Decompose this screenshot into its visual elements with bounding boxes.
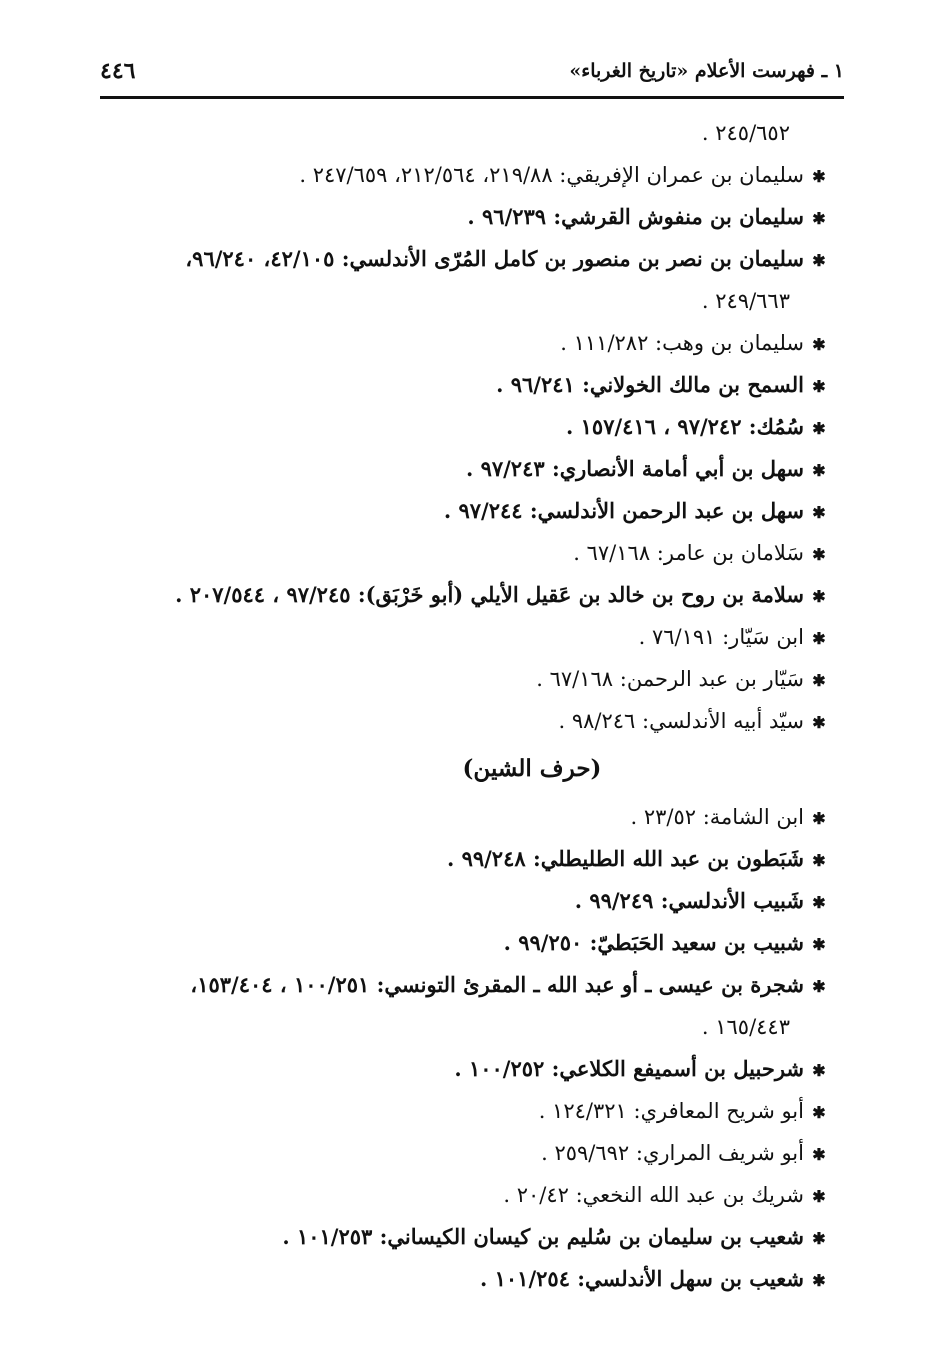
index-entry-text: شعيب بن سهل الأندلسي: ١٠١/٢٥٤ . xyxy=(480,1266,804,1291)
asterisk-bullet-icon: ✱ xyxy=(812,850,826,870)
index-entry-text: سهل بن أبي أمامة الأنصاري: ٩٧/٢٤٣ . xyxy=(465,456,804,481)
asterisk-bullet-icon: ✱ xyxy=(812,892,826,912)
asterisk-bullet-icon: ✱ xyxy=(812,544,826,564)
index-entry xyxy=(98,1048,826,1090)
index-entry-text: ابن سَيّار: ٧٦/١٩١ . xyxy=(638,625,804,649)
asterisk-bullet-icon: ✱ xyxy=(812,1186,826,1206)
index-entry xyxy=(98,1174,826,1216)
index-entry-text: ١٦٥/٤٤٣ . xyxy=(701,1015,790,1039)
index-entry-text: أبو شريف المراري: ٢٥٩/٦٩٢ . xyxy=(541,1141,804,1165)
index-entry xyxy=(98,838,826,880)
index-entry xyxy=(98,238,826,280)
section-heading: (حرف الشين) xyxy=(462,755,602,782)
index-entry xyxy=(98,964,826,1006)
index-entry-text: شَبيب الأندلسي: ٩٩/٢٤٩ . xyxy=(574,888,804,913)
index-entries xyxy=(98,112,826,1300)
asterisk-bullet-icon: ✱ xyxy=(812,166,826,186)
asterisk-bullet-icon: ✱ xyxy=(812,1060,826,1080)
asterisk-bullet-icon: ✱ xyxy=(812,208,826,228)
index-entry xyxy=(98,196,826,238)
index-entry-text: سَلامان بن عامر: ٦٧/١٦٨ . xyxy=(573,541,804,565)
index-entry xyxy=(98,406,826,448)
index-entry-text: سليمان بن نصر بن منصور بن كامل المُرّى الأندلسي: ٤٢/١٠٥، ٩٦/٢٤٠، xyxy=(185,246,804,271)
index-entry-text: شريك بن عبد الله النخعي: ٢٠/٤٢ . xyxy=(503,1183,804,1207)
asterisk-bullet-icon: ✱ xyxy=(812,460,826,480)
asterisk-bullet-icon: ✱ xyxy=(812,1270,826,1290)
index-entry xyxy=(98,1258,826,1300)
asterisk-bullet-icon: ✱ xyxy=(812,376,826,396)
index-entry-text: أبو شريح المعافري: ١٢٤/٣٢١ . xyxy=(538,1099,804,1123)
page-header xyxy=(100,56,844,99)
asterisk-bullet-icon: ✱ xyxy=(812,1144,826,1164)
index-entry xyxy=(98,1132,826,1174)
index-entry xyxy=(98,616,826,658)
index-entry-text: سلامة بن روح بن خالد بن عَقيل الأيلي (أبو خَرْبَق): ٩٧/٢٤٥ ، ٢٠٧/٥٤٤ . xyxy=(175,582,804,607)
asterisk-bullet-icon: ✱ xyxy=(812,586,826,606)
asterisk-bullet-icon: ✱ xyxy=(812,808,826,828)
index-entry xyxy=(98,154,826,196)
index-entry-text: شرحبيل بن أسميفع الكلاعي: ١٠٠/٢٥٢ . xyxy=(454,1056,804,1081)
index-entry xyxy=(98,364,826,406)
index-entry-text: ٢٤٩/٦٦٣ . xyxy=(701,289,790,313)
index-entry xyxy=(98,490,826,532)
index-entry-text: سهل بن عبد الرحمن الأندلسي: ٩٧/٢٤٤ . xyxy=(443,498,804,523)
index-entry xyxy=(98,532,826,574)
index-entry-text: سليمان بن وهب: ١١١/٢٨٢ . xyxy=(560,331,804,355)
index-entry-continuation xyxy=(98,112,826,154)
index-entry-text: سيّد أبيه الأندلسي: ٩٨/٢٤٦ . xyxy=(558,709,804,733)
index-entry-text: سليمان بن منفوش القرشي: ٩٦/٢٣٩ . xyxy=(467,204,804,229)
index-entry xyxy=(98,322,826,364)
index-entry-text: ٢٤٥/٦٥٢ . xyxy=(701,121,790,145)
page-number: ٤٤٦ xyxy=(100,58,136,84)
index-entry-text: السمح بن مالك الخولاني: ٩٦/٢٤١ . xyxy=(496,372,804,397)
asterisk-bullet-icon: ✱ xyxy=(812,712,826,732)
running-title: ١ ـ فهرست الأعلام «تاريخ الغرباء» xyxy=(569,60,844,82)
index-entry xyxy=(98,658,826,700)
asterisk-bullet-icon: ✱ xyxy=(812,1228,826,1248)
asterisk-bullet-icon: ✱ xyxy=(812,1102,826,1122)
index-entry-text: سُمُك: ٩٧/٢٤٢ ، ١٥٧/٤١٦ . xyxy=(566,414,804,439)
asterisk-bullet-icon: ✱ xyxy=(812,934,826,954)
index-entry-text: شعيب بن سليمان بن سُليم بن كيسان الكيساني: ١٠١/٢٥٣ . xyxy=(282,1224,804,1249)
index-entry xyxy=(98,448,826,490)
asterisk-bullet-icon: ✱ xyxy=(812,502,826,522)
index-entry xyxy=(98,880,826,922)
index-entry-text: سليمان بن عمران الإفريقي: ٢١٩/٨٨، ٢١٢/٥٦٤، ٢٤٧/٦٥٩ . xyxy=(299,163,804,187)
index-entry xyxy=(98,796,826,838)
index-entry xyxy=(98,922,826,964)
index-entry-text: شَبَطون بن عبد الله الطليطلي: ٩٩/٢٤٨ . xyxy=(446,846,804,871)
index-entry-text: سَيّار بن عبد الرحمن: ٦٧/١٦٨ . xyxy=(536,667,804,691)
asterisk-bullet-icon: ✱ xyxy=(812,334,826,354)
index-entry-text: ابن الشامة: ٢٣/٥٢ . xyxy=(630,805,804,829)
index-entry xyxy=(98,574,826,616)
asterisk-bullet-icon: ✱ xyxy=(812,250,826,270)
asterisk-bullet-icon: ✱ xyxy=(812,628,826,648)
index-entry xyxy=(98,1216,826,1258)
asterisk-bullet-icon: ✱ xyxy=(812,418,826,438)
index-entry xyxy=(98,700,826,742)
index-entry-text: شبيب بن سعيد الحَبَطيّ: ٩٩/٢٥٠ . xyxy=(503,930,804,955)
index-entry xyxy=(98,1090,826,1132)
index-entry-text: شجرة بن عيسى ـ أو عبد الله ـ المقرئ التونسي: ١٠٠/٢٥١ ، ١٥٣/٤٠٤، xyxy=(190,972,804,997)
index-entry-continuation xyxy=(98,1006,826,1048)
asterisk-bullet-icon: ✱ xyxy=(812,976,826,996)
index-entry-continuation xyxy=(98,280,826,322)
asterisk-bullet-icon: ✱ xyxy=(812,670,826,690)
